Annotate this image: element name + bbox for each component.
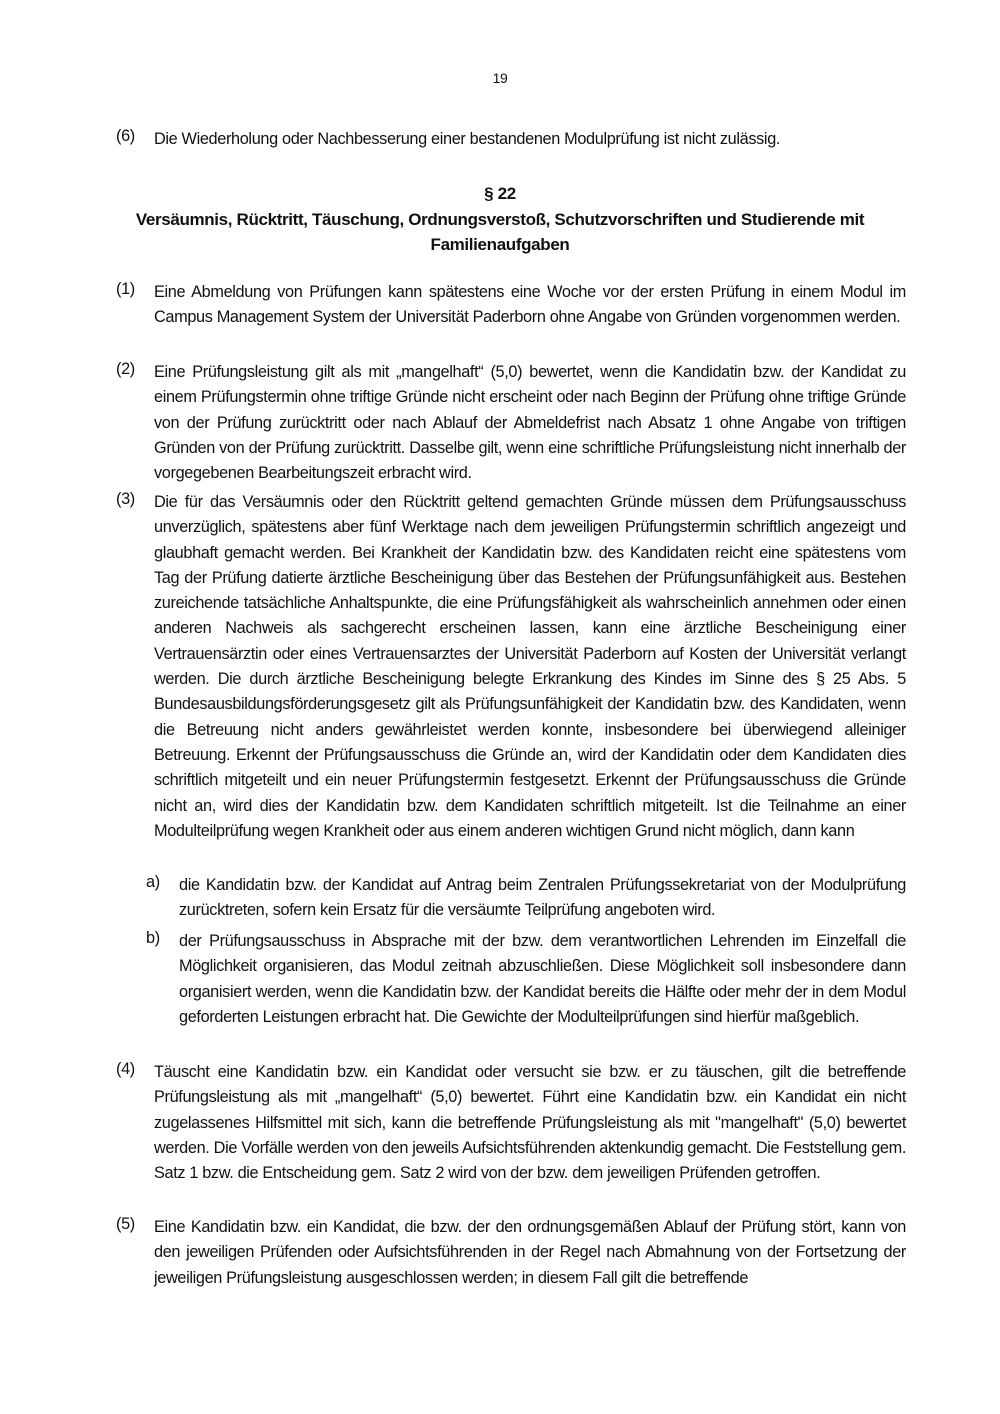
sub-item-b xyxy=(146,929,906,1030)
page-number: 19 xyxy=(492,70,508,86)
paragraph-text: Eine Abmeldung von Prüfungen kann spätestens eine Woche vor der ersten Prüfung in einem Modul im Campus Management System der Universität Paderborn ohne Angabe von Gründen vorgenommen werden. xyxy=(154,283,906,327)
sub-item-a xyxy=(146,873,906,924)
paragraph-text: Eine Kandidatin bzw. ein Kandidat, die bzw. der den ordnungsgemäßen Ablauf der Prüfung stört, kann von den jeweiligen Prüfenden oder Aufsichtsführenden in der Regel nach Abmahnung von der Fortsetzung der jeweiligen Prüfungsleistung ausgeschlossen werden; in diesem Fall gilt die betreffende xyxy=(154,1218,906,1287)
paragraph-number: (1) xyxy=(116,280,135,298)
paragraph-number: (6) xyxy=(116,127,135,145)
paragraph-text: Die Wiederholung oder Nachbesserung einer bestandenen Modulprüfung ist nicht zulässig. xyxy=(154,130,781,148)
paragraph-5 xyxy=(116,1215,906,1291)
paragraph-1 xyxy=(116,280,906,331)
section-title-line-1: Versäumnis, Rücktritt, Täuschung, Ordnungsverstoß, Schutzvorschriften und Studierende mit xyxy=(135,210,865,229)
sub-item-text: der Prüfungsausschuss in Absprache mit der bzw. dem verantwortlichen Lehrenden im Einzelfall die Möglichkeit organisieren, das Modul zeitnah abzuschließen. Diese Möglichkeit soll insbesondere dann organisiert werden, wenn die Kandidatin bzw. der Kandidat bereits die Hälfte oder mehr der in dem Modul geforderten Leistungen erbracht hat. Die Gewichte der Modulteilprüfungen sind hierfür maßgeblich. xyxy=(179,932,906,1026)
paragraph-text: Die für das Versäumnis oder den Rücktritt geltend gemachten Gründe müssen dem Prüfungsausschuss unverzüglich, spätestens aber fünf Werktage nach dem jeweiligen Prüfungstermin schriftlich angezeigt und glaubhaft gemacht werden. Bei Krankheit der Kandidatin bzw. des Kandidaten reicht eine spätestens vom Tag der Prüfung datierte ärztliche Bescheinigung über das Bestehen der Prüfungsunfähigkeit aus. Bestehen zureichende tatsächliche Anhaltspunkte, die eine Prüfungsfähigkeit als wahrscheinlich annehmen oder einen anderen Nachweis als sachgerecht erscheinen lassen, kann eine ärztliche Bescheinigung einer Vertrauensärztin oder eines Vertrauensarztes der Universität Paderborn auf Kosten der Universität verlangt werden. Die durch ärztliche Bescheinigung belegte Erkrankung des Kindes im Sinne des § 25 Abs. 5 Bundesausbildungsförderungsgesetz gilt als Prüfungsunfähigkeit der Kandidatin bzw. des Kandidaten, wenn die Betreuung nicht anders gewährleistet werden konnte, insbesondere bei überwiegend alleiniger Betreuung. Erkennt der Prüfungsausschuss die Gründe an, wird der Kandidatin oder dem Kandidaten dies schriftlich mitgeteilt und ein neuer Prüfungstermin festgesetzt. Erkennt der Prüfungsausschuss die Gründe nicht an, wird dies der Kandidatin bzw. dem Kandidaten schriftlich mitgeteilt. Ist die Teilnahme an einer Modulteilprüfung wegen Krankheit oder aus einem anderen wichtigen Grund nicht möglich, dann kann xyxy=(154,493,906,840)
paragraph-text: Eine Prüfungsleistung gilt als mit „mangelhaft“ (5,0) bewertet, wenn die Kandidatin bzw. der Kandidat zu einem Prüfungstermin ohne triftige Gründe nicht erscheint oder nach Beginn der Prüfung ohne triftige Gründe von der Prüfung zurücktritt oder nach Ablauf der Abmeldefrist nach Absatz 1 ohne Angabe von triftigen Gründen von der Prüfung zurücktritt. Dasselbe gilt, wenn eine schriftliche Prüfungsleistung nicht innerhalb der vorgegebenen Bearbeitungszeit erbracht wird. xyxy=(154,363,906,483)
paragraph-6 xyxy=(116,127,906,152)
section-symbol: § 22 xyxy=(484,184,516,203)
paragraph-number: (4) xyxy=(116,1060,135,1078)
sub-item-label: b) xyxy=(146,929,160,947)
section-title-line-2: Familienaufgaben xyxy=(430,235,570,254)
paragraph-2 xyxy=(116,360,906,486)
sub-item-text: die Kandidatin bzw. der Kandidat auf Antrag beim Zentralen Prüfungssekretariat von der Modulprüfung zurücktreten, sofern kein Ersatz für die versäumte Teilprüfung angeboten wird. xyxy=(179,876,906,920)
paragraph-number: (5) xyxy=(116,1215,135,1233)
paragraph-number: (3) xyxy=(116,490,135,508)
paragraph-text: Täuscht eine Kandidatin bzw. ein Kandidat oder versucht sie bzw. er zu täuschen, gilt die betreffende Prüfungsleistung als mit „mangelhaft“ (5,0) bewertet. Führt eine Kandidatin bzw. ein Kandidat ein nicht zugelassenes Hilfsmittel mit sich, kann die betreffende Prüfungsleistung als mit "mangelhaft" (5,0) bewertet werden. Die Vorfälle werden von den jeweils Aufsichtsführenden aktenkundig gemacht. Die Feststellung gem. Satz 1 bzw. die Entscheidung gem. Satz 2 wird von der bzw. dem jeweiligen Prüfenden getroffen. xyxy=(154,1063,906,1183)
paragraph-4 xyxy=(116,1060,906,1186)
paragraph-3 xyxy=(116,490,906,844)
paragraph-number: (2) xyxy=(116,360,135,378)
sub-item-label: a) xyxy=(146,873,160,891)
